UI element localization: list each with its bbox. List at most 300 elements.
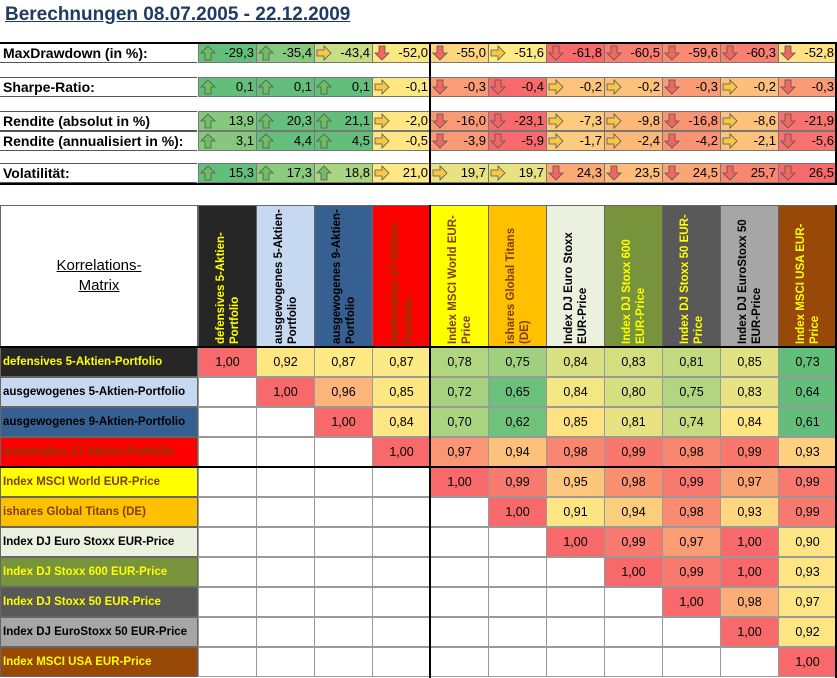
matrix-column-header — [198, 205, 257, 347]
matrix-cell: 0,91 — [546, 497, 605, 527]
arrow-up-icon — [200, 45, 216, 61]
arrow-down-icon — [374, 45, 390, 61]
matrix-vertical-divider — [429, 205, 431, 678]
arrow-right-icon — [490, 45, 506, 61]
matrix-cell: 0,62 — [488, 407, 547, 437]
metric-cell — [314, 77, 373, 97]
matrix-cell: 0,72 — [430, 377, 489, 407]
metric-cell — [720, 131, 779, 151]
arrow-up-icon — [258, 165, 274, 181]
metric-cell — [720, 163, 779, 183]
matrix-cell: 0,85 — [372, 377, 431, 407]
metric-value: 21,1 — [344, 113, 370, 128]
metric-value: -0,4 — [521, 79, 544, 94]
matrix-cell — [488, 647, 547, 677]
arrow-down-icon — [432, 133, 448, 149]
matrix-cell — [604, 647, 663, 677]
matrix-cell: 1,00 — [662, 587, 721, 617]
metric-cell — [256, 131, 315, 151]
matrix-cell: 0,84 — [372, 407, 431, 437]
matrix-cell — [430, 527, 489, 557]
matrix-cell: 0,98 — [720, 587, 779, 617]
metric-cell — [314, 163, 373, 183]
matrix-cell: 1,00 — [430, 467, 489, 497]
matrix-cell — [372, 587, 431, 617]
arrow-down-icon — [490, 113, 506, 129]
arrow-up-icon — [200, 133, 216, 149]
metric-cell — [430, 77, 489, 97]
matrix-cell: 0,94 — [488, 437, 547, 467]
arrow-right-icon — [606, 113, 622, 129]
metric-value: -0,1 — [405, 79, 428, 94]
arrow-right-icon — [606, 133, 622, 149]
matrix-cell — [256, 437, 315, 467]
matrix-row-label: Index DJ Euro Stoxx EUR-Price — [0, 527, 198, 557]
metric-cell — [256, 77, 315, 97]
matrix-cell: 1,00 — [198, 347, 257, 377]
metric-cell — [720, 77, 779, 97]
matrix-cell — [372, 497, 431, 527]
metric-cell — [198, 163, 257, 183]
metric-value: 24,5 — [692, 165, 718, 180]
matrix-column-header-label: ishares Global Titans (DE) — [504, 227, 531, 344]
matrix-cell: 0,61 — [778, 407, 837, 437]
arrow-down-icon — [432, 45, 448, 61]
matrix-corner-title — [0, 205, 198, 347]
matrix-cell — [256, 497, 315, 527]
metric-cell — [662, 131, 721, 151]
arrow-down-icon — [548, 45, 564, 61]
metric-value: 17,3 — [286, 165, 312, 180]
matrix-cell — [256, 557, 315, 587]
arrow-right-icon — [374, 79, 390, 95]
metric-value: 18,8 — [344, 165, 370, 180]
metrics-divider — [429, 42, 431, 184]
matrix-cell: 0,78 — [430, 347, 489, 377]
matrix-column-header-label: Index MSCI World EUR-Price — [446, 215, 473, 344]
matrix-cell: 0,99 — [720, 437, 779, 467]
matrix-cell: 1,00 — [256, 377, 315, 407]
arrow-up-icon — [200, 113, 216, 129]
matrix-row-label: ishares Global Titans (DE) — [0, 497, 198, 527]
matrix-title-line1: Korrelations- — [56, 257, 142, 274]
metric-cell — [488, 163, 547, 183]
metric-value: -0,2 — [753, 79, 776, 94]
matrix-cell: 1,00 — [604, 557, 663, 587]
metric-cell — [778, 163, 837, 183]
matrix-column-header — [488, 205, 547, 347]
matrix-cell: 0,84 — [720, 407, 779, 437]
matrix-cell: 1,00 — [720, 557, 779, 587]
matrix-cell: 0,87 — [314, 347, 373, 377]
metric-cell — [546, 43, 605, 63]
matrix-cell: 0,97 — [778, 587, 837, 617]
metric-value: -60,3 — [746, 45, 776, 60]
matrix-cell — [430, 557, 489, 587]
matrix-column-header — [720, 205, 779, 347]
matrix-cell — [198, 527, 257, 557]
arrow-down-icon — [432, 113, 448, 129]
metric-cell — [314, 43, 373, 63]
matrix-cell — [430, 617, 489, 647]
metrics-top-border — [0, 42, 837, 44]
metric-value: 19,7 — [518, 165, 544, 180]
metric-value: -55,0 — [456, 45, 486, 60]
metric-value: 4,5 — [351, 133, 370, 148]
arrow-right-icon — [606, 79, 622, 95]
matrix-cell: 0,83 — [720, 377, 779, 407]
metric-cell — [720, 111, 779, 131]
arrow-right-icon — [722, 79, 738, 95]
matrix-cell — [256, 587, 315, 617]
arrow-right-icon — [374, 165, 390, 181]
arrow-right-icon — [548, 133, 564, 149]
metric-value: 0,1 — [351, 79, 370, 94]
matrix-cell — [372, 527, 431, 557]
matrix-cell — [604, 617, 663, 647]
metric-value: -16,8 — [688, 113, 718, 128]
metric-value: 20,3 — [286, 113, 312, 128]
metric-value: -21,9 — [804, 113, 834, 128]
metric-cell — [488, 111, 547, 131]
arrow-down-icon — [490, 79, 506, 95]
metric-cell — [372, 163, 431, 183]
arrow-right-icon — [490, 165, 506, 181]
matrix-cell: 1,00 — [488, 497, 547, 527]
metric-value: -7,3 — [579, 113, 602, 128]
metric-cell — [488, 43, 547, 63]
matrix-cell: 0,92 — [256, 347, 315, 377]
matrix-horizontal-divider — [0, 466, 837, 468]
matrix-cell: 0,81 — [604, 407, 663, 437]
arrow-down-icon — [664, 45, 680, 61]
metric-label: Rendite (absolut in %) — [0, 111, 197, 131]
matrix-row-label: Index DJ Stoxx 50 EUR-Price — [0, 587, 198, 617]
metric-value: -61,8 — [572, 45, 602, 60]
matrix-cell — [430, 497, 489, 527]
metric-value: -0,5 — [405, 133, 428, 148]
metric-cell — [314, 111, 373, 131]
metric-label: Volatilität: — [0, 163, 197, 183]
metric-value: -2,1 — [753, 133, 776, 148]
metric-cell — [604, 131, 663, 151]
matrix-column-header — [662, 205, 721, 347]
metric-cell — [256, 163, 315, 183]
matrix-cell — [314, 617, 373, 647]
matrix-cell: 0,85 — [546, 407, 605, 437]
metric-value: -52,8 — [804, 45, 834, 60]
matrix-cell — [372, 467, 431, 497]
metric-value: -0,3 — [811, 79, 834, 94]
metric-value: -35,4 — [282, 45, 312, 60]
metric-cell — [604, 111, 663, 131]
metric-value: 23,5 — [634, 165, 660, 180]
matrix-column-header — [314, 205, 373, 347]
arrow-down-icon — [548, 165, 564, 181]
matrix-column-header — [546, 205, 605, 347]
metric-label: Rendite (annualisiert in %): — [0, 131, 197, 151]
matrix-cell — [314, 497, 373, 527]
matrix-cell: 1,00 — [314, 407, 373, 437]
matrix-column-header — [604, 205, 663, 347]
metrics-table — [0, 0, 837, 200]
metric-cell — [256, 43, 315, 63]
matrix-row-label: defensives 5-Aktien-Portfolio — [0, 347, 198, 377]
matrix-cell: 0,80 — [604, 377, 663, 407]
metric-value: -0,2 — [637, 79, 660, 94]
matrix-column-header — [430, 205, 489, 347]
matrix-cell — [314, 587, 373, 617]
matrix-column-header-label: defensives 5-Aktien-Portfolio — [214, 232, 241, 344]
matrix-cell: 0,93 — [778, 557, 837, 587]
metric-cell — [372, 43, 431, 63]
matrix-cell: 0,75 — [488, 347, 547, 377]
matrix-cell — [198, 407, 257, 437]
matrix-row-label: marktnahes 27-Aktien-Portfolio — [0, 437, 198, 467]
arrow-down-icon — [780, 133, 796, 149]
metric-cell — [604, 43, 663, 63]
metric-value: 13,9 — [228, 113, 254, 128]
matrix-cell: 0,81 — [662, 347, 721, 377]
metric-value: -1,7 — [579, 133, 602, 148]
matrix-cell: 0,99 — [662, 557, 721, 587]
arrow-down-icon — [664, 113, 680, 129]
metric-cell — [430, 43, 489, 63]
arrow-up-icon — [316, 79, 332, 95]
metric-value: -2,0 — [405, 113, 428, 128]
matrix-cell: 0,65 — [488, 377, 547, 407]
matrix-cell — [488, 587, 547, 617]
matrix-cell — [662, 647, 721, 677]
matrix-cell: 1,00 — [778, 647, 837, 677]
matrix-cell — [488, 557, 547, 587]
metric-cell — [546, 77, 605, 97]
arrow-up-icon — [258, 45, 274, 61]
arrow-down-icon — [780, 45, 796, 61]
matrix-cell: 0,84 — [546, 347, 605, 377]
matrix-cell — [604, 587, 663, 617]
arrow-right-icon — [722, 133, 738, 149]
metric-cell — [778, 111, 837, 131]
metric-value: -29,3 — [224, 45, 254, 60]
arrow-down-icon — [722, 45, 738, 61]
metric-cell — [372, 131, 431, 151]
matrix-cell — [314, 437, 373, 467]
metric-cell — [488, 131, 547, 151]
matrix-cell — [314, 527, 373, 557]
metrics-bottom-border — [0, 183, 837, 185]
metric-cell — [198, 77, 257, 97]
matrix-cell — [546, 557, 605, 587]
metric-cell — [778, 77, 837, 97]
matrix-cell — [314, 647, 373, 677]
arrow-down-icon — [664, 165, 680, 181]
metric-cell — [662, 77, 721, 97]
metric-value: -5,6 — [811, 133, 834, 148]
matrix-column-header-label: ausgewogenes 9-Aktien-Portfolio — [330, 209, 357, 344]
matrix-cell: 0,90 — [778, 527, 837, 557]
metric-value: 19,7 — [460, 165, 486, 180]
matrix-cell — [662, 617, 721, 647]
metric-value: -4,2 — [695, 133, 718, 148]
matrix-cell: 0,96 — [314, 377, 373, 407]
matrix-cell: 0,97 — [720, 467, 779, 497]
matrix-cell — [720, 647, 779, 677]
matrix-cell — [256, 617, 315, 647]
matrix-cell: 0,84 — [546, 377, 605, 407]
metric-value: -60,5 — [630, 45, 660, 60]
matrix-cell — [430, 587, 489, 617]
matrix-cell: 0,92 — [778, 617, 837, 647]
arrow-up-icon — [316, 133, 332, 149]
matrix-column-header-label: Index DJ EuroStoxx 50 EUR-Price — [736, 219, 763, 344]
matrix-row-label: Index DJ Stoxx 600 EUR-Price — [0, 557, 198, 587]
metric-value: -0,3 — [463, 79, 486, 94]
matrix-cell: 0,99 — [604, 527, 663, 557]
metric-value: -8,6 — [753, 113, 776, 128]
matrix-cell: 0,73 — [778, 347, 837, 377]
metric-value: -2,4 — [637, 133, 660, 148]
matrix-cell — [372, 557, 431, 587]
matrix-cell: 0,98 — [662, 437, 721, 467]
matrix-cell: 0,85 — [720, 347, 779, 377]
matrix-row-label: ausgewogenes 5-Aktien-Portfolio — [0, 377, 198, 407]
arrow-up-icon — [258, 133, 274, 149]
matrix-row-label: Index MSCI World EUR-Price — [0, 467, 198, 497]
matrix-cell — [488, 527, 547, 557]
metric-cell — [662, 163, 721, 183]
metric-cell — [778, 131, 837, 151]
arrow-down-icon — [606, 45, 622, 61]
metric-cell — [430, 163, 489, 183]
matrix-title-line2: Matrix — [78, 277, 120, 294]
metric-value: -9,8 — [637, 113, 660, 128]
metric-value: 0,1 — [235, 79, 254, 94]
matrix-cell — [256, 647, 315, 677]
arrow-up-icon — [258, 79, 274, 95]
arrow-right-icon — [374, 133, 390, 149]
arrow-right-icon — [316, 45, 332, 61]
matrix-cell: 1,00 — [720, 617, 779, 647]
arrow-right-icon — [548, 113, 564, 129]
arrow-down-icon — [780, 79, 796, 95]
arrow-down-icon — [780, 113, 796, 129]
matrix-cell — [372, 647, 431, 677]
arrow-up-icon — [316, 165, 332, 181]
matrix-column-header — [256, 205, 315, 347]
matrix-cell — [198, 617, 257, 647]
matrix-header-divider — [0, 346, 837, 348]
matrix-column-header-label: marktnahes 27-Aktien-Portfolio — [388, 220, 415, 344]
metric-value: 26,5 — [808, 165, 834, 180]
arrow-down-icon — [722, 165, 738, 181]
metric-value: -16,0 — [456, 113, 486, 128]
matrix-column-header-label: Index DJ Stoxx 600 EUR-Price — [620, 239, 647, 344]
matrix-cell — [488, 617, 547, 647]
matrix-column-header-label: Index MSCI USA EUR-Price — [794, 223, 821, 344]
matrix-cell — [198, 437, 257, 467]
matrix-cell: 0,98 — [546, 437, 605, 467]
matrix-cell: 0,74 — [662, 407, 721, 437]
matrix-cell: 0,99 — [662, 467, 721, 497]
metric-value: -52,0 — [398, 45, 428, 60]
matrix-cell: 0,94 — [604, 497, 663, 527]
metric-value: 25,7 — [750, 165, 776, 180]
metric-value: -0,2 — [579, 79, 602, 94]
matrix-cell — [256, 527, 315, 557]
matrix-cell: 0,98 — [662, 497, 721, 527]
metric-cell — [546, 111, 605, 131]
matrix-cell: 1,00 — [546, 527, 605, 557]
arrow-down-icon — [780, 165, 796, 181]
arrow-up-icon — [316, 113, 332, 129]
matrix-cell: 0,64 — [778, 377, 837, 407]
arrow-right-icon — [722, 113, 738, 129]
metric-cell — [372, 77, 431, 97]
arrow-right-icon — [374, 113, 390, 129]
matrix-cell: 0,75 — [662, 377, 721, 407]
page-title: Berechnungen 08.07.2005 - 22.12.2009 — [5, 4, 351, 25]
matrix-cell: 0,97 — [662, 527, 721, 557]
matrix-cell: 0,83 — [604, 347, 663, 377]
matrix-cell — [314, 557, 373, 587]
metric-cell — [256, 111, 315, 131]
metric-value: 0,1 — [293, 79, 312, 94]
metric-cell — [546, 131, 605, 151]
matrix-cell — [198, 377, 257, 407]
metric-value: -43,4 — [340, 45, 370, 60]
matrix-cell: 0,70 — [430, 407, 489, 437]
metric-cell — [198, 131, 257, 151]
metric-label: Sharpe-Ratio: — [0, 77, 197, 97]
matrix-cell: 0,93 — [720, 497, 779, 527]
metric-value: -5,9 — [521, 133, 544, 148]
matrix-cell: 0,99 — [778, 497, 837, 527]
metric-cell — [662, 43, 721, 63]
arrow-down-icon — [432, 79, 448, 95]
matrix-cell: 0,95 — [546, 467, 605, 497]
metric-value: -59,6 — [688, 45, 718, 60]
metric-cell — [604, 77, 663, 97]
metric-value: 4,4 — [293, 133, 312, 148]
metric-value: 24,3 — [576, 165, 602, 180]
matrix-column-header — [372, 205, 431, 347]
metric-cell — [488, 77, 547, 97]
matrix-cell: 0,97 — [430, 437, 489, 467]
matrix-cell — [256, 467, 315, 497]
metric-value: -0,3 — [695, 79, 718, 94]
metric-value: 3,1 — [235, 133, 254, 148]
arrow-down-icon — [606, 165, 622, 181]
metric-value: -23,1 — [514, 113, 544, 128]
metric-cell — [546, 163, 605, 183]
metric-value: 21,0 — [402, 165, 428, 180]
matrix-row-label: ausgewogenes 9-Aktien-Portfolio — [0, 407, 198, 437]
matrix-cell: 0,99 — [778, 467, 837, 497]
metric-cell — [430, 111, 489, 131]
arrow-up-icon — [258, 113, 274, 129]
arrow-down-icon — [664, 79, 680, 95]
metric-cell — [604, 163, 663, 183]
metric-value: -3,9 — [463, 133, 486, 148]
metric-cell — [372, 111, 431, 131]
matrix-cell — [546, 647, 605, 677]
matrix-cell: 0,99 — [488, 467, 547, 497]
metric-cell — [198, 43, 257, 63]
matrix-cell — [430, 647, 489, 677]
matrix-column-header-label: Index DJ Stoxx 50 EUR-Price — [678, 214, 705, 344]
arrow-down-icon — [664, 133, 680, 149]
